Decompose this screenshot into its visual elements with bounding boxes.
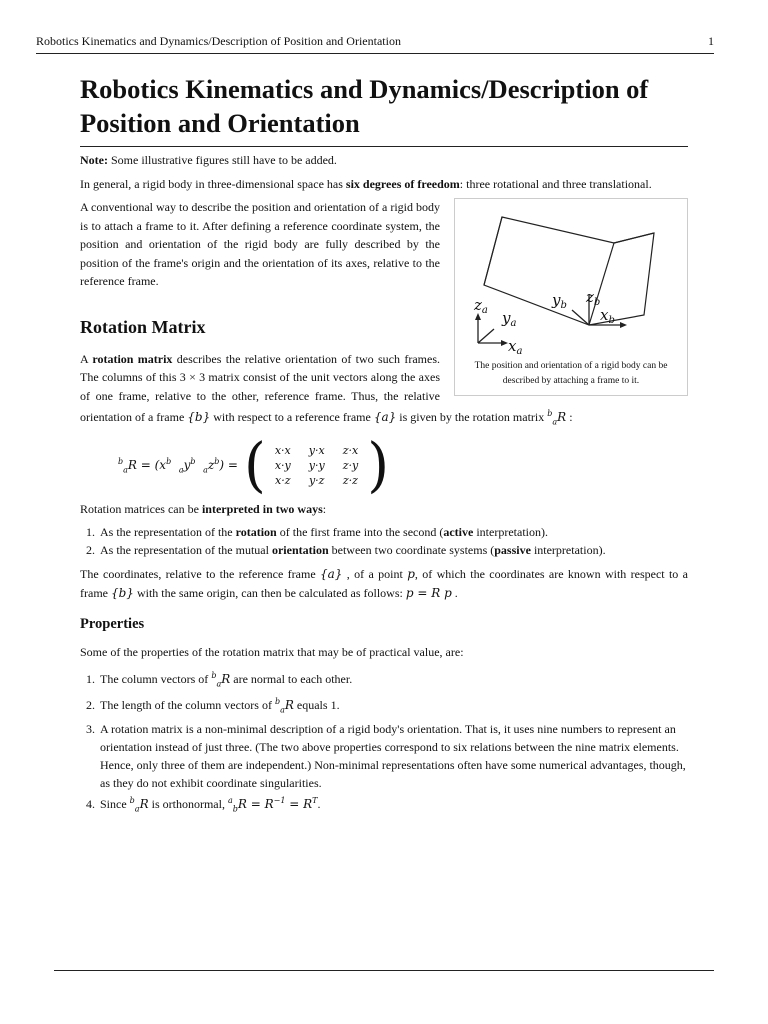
matrix-cell: y·x xyxy=(308,444,325,458)
yb-axis xyxy=(572,310,589,325)
interpretation-paragraph xyxy=(80,500,688,519)
intro-bold: six degrees of freedom xyxy=(345,176,460,191)
svg-text:za xyxy=(473,296,488,316)
matrix-cell: z·x xyxy=(342,444,359,458)
interp-bold: interpreted in two ways xyxy=(201,501,323,516)
frame-b-symbol: {b} xyxy=(187,410,211,424)
label-ya: y xyxy=(502,309,511,327)
rot-a: A xyxy=(80,351,93,366)
interpretation-list xyxy=(80,523,688,559)
rigid-body-diagram xyxy=(464,205,678,355)
label-xb-sub: b xyxy=(608,315,615,326)
rot-i: : xyxy=(566,410,573,424)
list-item: 2. The length of the column vectors of $^b_a$R equals 1. xyxy=(98,693,688,719)
note-paragraph xyxy=(80,151,688,170)
list-item: 4. Since $^b_a$R is orthonormal, $^a_bR = R^{-1} = R^T$. xyxy=(98,792,688,818)
figure-caption: The position and orientation of a rigid body can be described by attaching a frame to it. xyxy=(474,361,668,386)
interp-c: : xyxy=(322,501,327,516)
equation-lhs: $^b_aR = (x^b$ $_ay^b$ $_az^b$) = xyxy=(118,457,238,475)
intro-paragraph xyxy=(80,175,688,194)
properties-intro: Some of the properties of the rotation matrix that may be of practical value, are: xyxy=(80,645,464,660)
interp-a: Rotation matrices can be xyxy=(80,501,202,516)
rotation-matrix-symbol: $^b_a$R xyxy=(547,409,567,427)
list-item: 1. As the representation of the rotation of the first frame into the second (active interpretation). xyxy=(98,523,688,541)
matrix-right-paren: ) xyxy=(367,431,390,500)
matrix xyxy=(243,431,390,500)
label-zb: z xyxy=(586,288,594,306)
properties-heading: Properties xyxy=(80,616,145,633)
svg-text:yb xyxy=(551,291,567,311)
page-number: 1 xyxy=(708,34,714,48)
list-item: 1. The column vectors of $^b_a$R are normal to each other. xyxy=(98,667,688,693)
frame-a-symbol: {a} xyxy=(373,410,397,424)
eq-lhs-text: R = (x xyxy=(127,458,167,473)
frame-b-symbol: {b} xyxy=(110,585,134,600)
svg-text:xb xyxy=(600,306,615,326)
frame-a-axes xyxy=(478,317,504,343)
page-title: Robotics Kinematics and Dynamics/Description of Position and Orientation xyxy=(80,72,688,147)
rot-g: is given by the rotation matrix xyxy=(396,410,548,424)
matrix-table xyxy=(266,443,367,488)
label-xa-sub: a xyxy=(516,346,523,355)
label-zb-sub: b xyxy=(593,297,601,308)
label-xb: x xyxy=(600,306,609,324)
frame-paragraph: A conventional way to describe the position and orientation of a rigid body is to attach a frame to it. After defining a reference coordinate system, the position and orientation of the rigid body are fully described by the position of the frame's origin and the orientation of its axes, relative to the reference frame. xyxy=(80,200,440,288)
coordinates-paragraph: The coordinates, relative to the reference frame {a} , of a point p, of which the coordinates are known with respect to a frame {b} with the same origin, can then be calculated as follows: p = R p . xyxy=(80,567,688,600)
footer-rule xyxy=(54,970,714,971)
label-yb: y xyxy=(552,291,561,309)
rot-bold: rotation matrix xyxy=(92,351,173,366)
label-za: z xyxy=(474,296,482,314)
matrix-cell: z·y xyxy=(342,459,359,473)
matrix-left-paren: ( xyxy=(243,431,266,500)
matrix-cell: x·y xyxy=(274,459,291,473)
note-label: Note: xyxy=(80,153,108,167)
rotation-matrix-heading: Rotation Matrix xyxy=(80,316,206,337)
svg-text:zb xyxy=(585,288,600,308)
list-item: 3. A rotation matrix is a non-minimal description of a rigid body's orientation. That is, it uses nine numbers to represent an orientation instead of just three. (The two above properties correspond to six relations between the nine matrix elements. Hence, only three of them are independent.) Non-minimal representations often have some numerical advantages, though, as they do not exhibit coordinate singularities. xyxy=(98,720,688,792)
matrix-cell: x·z xyxy=(275,474,291,488)
svg-text:xa xyxy=(508,337,522,355)
rot-e: with respect to a reference frame xyxy=(210,410,374,424)
note-text: Some illustrative figures still have to be added. xyxy=(107,153,337,167)
frame-a-symbol: {a} xyxy=(320,567,343,582)
running-title: Robotics Kinematics and Dynamics/Description of Position and Orientation xyxy=(36,34,401,48)
label-yb-sub: b xyxy=(560,300,567,311)
rigid-body-figure xyxy=(454,198,688,396)
label-ya-sub: a xyxy=(510,318,517,329)
page-body xyxy=(80,72,688,824)
intro-text-a: In general, a rigid body in three-dimensional space has xyxy=(80,176,346,191)
eq-mid-text: y xyxy=(183,458,191,473)
label-za-sub: a xyxy=(481,305,488,316)
intro-text-c: : three rotational and three translational. xyxy=(459,176,652,191)
rot-R: R xyxy=(557,410,567,424)
eq-end-text: z xyxy=(207,458,215,473)
svg-text:ya xyxy=(501,309,516,329)
rotation-matrix-equation xyxy=(118,431,688,500)
rot-c: describes the relative orientation of two such frames. The columns of this 3 × 3 matrix consist of the unit vectors along the axes of one frame, relative to the other, reference frame. Thus, the relative orientation of a frame xyxy=(80,351,440,424)
matrix-cell: x·x xyxy=(274,444,291,458)
matrix-cell: z·z xyxy=(342,474,358,488)
transform-equation: p = R p xyxy=(405,585,452,600)
label-xa: x xyxy=(508,337,517,355)
matrix-cell: y·z xyxy=(308,474,325,488)
running-header xyxy=(36,34,714,54)
list-item: 2. As the representation of the mutual orientation between two coordinate systems (passive interpretation). xyxy=(98,541,688,559)
properties-list xyxy=(80,667,688,818)
point-p-symbol: p xyxy=(407,567,415,582)
matrix-cell: y·y xyxy=(308,459,325,473)
